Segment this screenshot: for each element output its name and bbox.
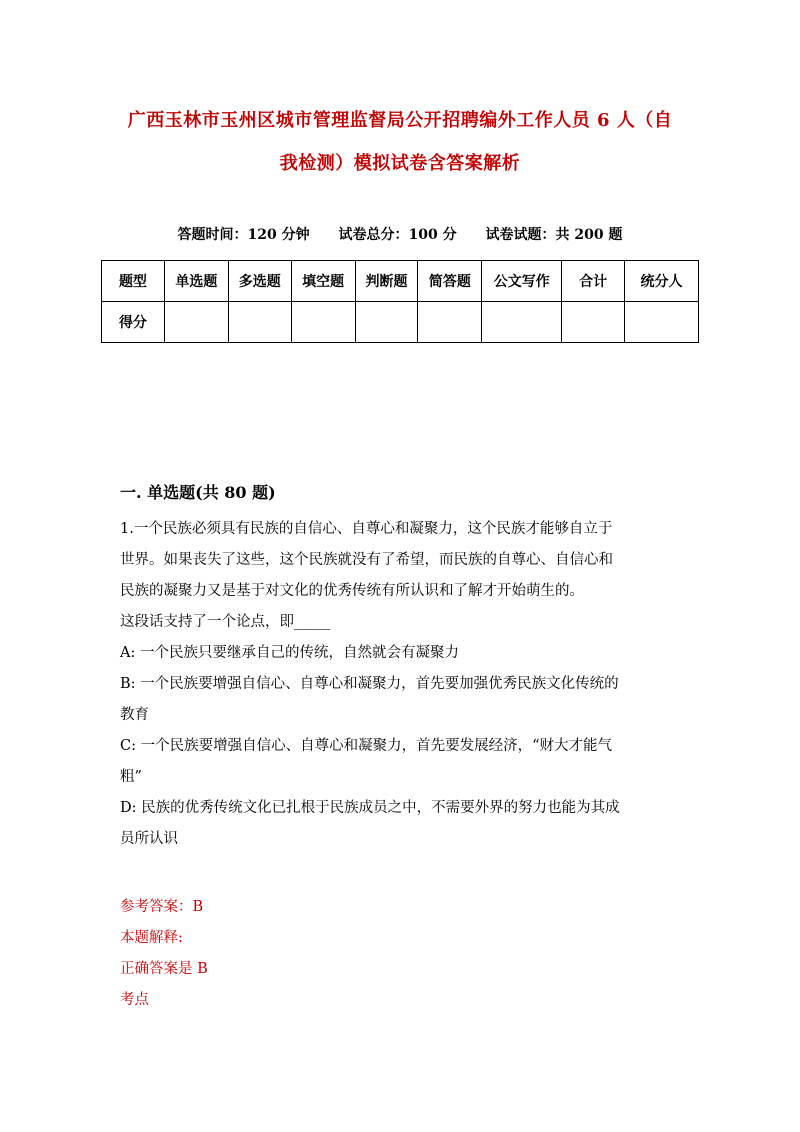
score-header-cell: 公文写作: [482, 261, 562, 302]
correct-answer: 正确答案是 B: [120, 961, 208, 977]
exam-time: 答题时间：120 分钟: [177, 227, 310, 243]
score-header-cell: 判断题: [355, 261, 418, 302]
option-c: C: 一个民族要增强自信心、自尊心和凝聚力，首先要发展经济，“财大才能气: [120, 738, 612, 754]
question-1: [120, 514, 680, 855]
option-a: A: 一个民族只要继承自己的传统，自然就会有凝聚力: [120, 645, 459, 661]
score-cell: [291, 302, 355, 343]
score-header-cell: 单选题: [164, 261, 228, 302]
option-b: B: 一个民族要增强自信心、自尊心和凝聚力，首先要加强优秀民族文化传统的: [120, 676, 619, 692]
score-header-cell: 题型: [102, 261, 165, 302]
score-table: [101, 260, 699, 343]
score-row-label: 得分: [102, 302, 165, 343]
score-header-cell: 多选题: [228, 261, 291, 302]
question-line: 1.一个民族必须具有民族的自信心、自尊心和凝聚力，这个民族才能够自立于: [120, 521, 613, 537]
question-line: 世界。如果丧失了这些，这个民族就没有了希望，而民族的自尊心、自信心和: [120, 552, 613, 568]
reference-answer: 参考答案：B: [120, 899, 204, 915]
section-heading: 一. 单选题(共 80 题): [120, 483, 276, 502]
score-header-cell: 统分人: [625, 261, 699, 302]
explanation-label: 本题解释:: [120, 930, 183, 946]
score-cell: [482, 302, 562, 343]
score-table-score-row: [102, 302, 699, 343]
score-cell: [562, 302, 625, 343]
score-cell: [164, 302, 228, 343]
score-cell: [418, 302, 482, 343]
exam-meta: [0, 224, 800, 244]
score-cell: [355, 302, 418, 343]
score-header-cell: 简答题: [418, 261, 482, 302]
document-title-line-1: 广西玉林市玉州区城市管理监督局公开招聘编外工作人员 6 人（自: [127, 110, 673, 131]
exam-total-score: 试卷总分：100 分: [338, 227, 457, 243]
topic-label: 考点: [120, 992, 149, 1008]
document-title-line-2: 我检测）模拟试卷含答案解析: [279, 153, 521, 174]
score-table-header-row: [102, 261, 699, 302]
score-cell: [228, 302, 291, 343]
option-d: D: 民族的优秀传统文化已扎根于民族成员之中，不需要外界的努力也能为其成: [120, 800, 620, 816]
score-cell: [625, 302, 699, 343]
question-line: 民族的凝聚力又是基于对文化的优秀传统有所认识和了解才开始萌生的。: [120, 583, 584, 599]
question-line: 这段话支持了一个论点，即_____: [120, 614, 331, 630]
exam-question-count: 试卷试题：共 200 题: [485, 227, 623, 243]
option-d-continued: 员所认识: [120, 831, 178, 847]
option-c-continued: 粗”: [120, 769, 142, 785]
option-b-continued: 教育: [120, 707, 149, 723]
answer-block: [120, 892, 208, 1016]
score-header-cell: 合计: [562, 261, 625, 302]
score-header-cell: 填空题: [291, 261, 355, 302]
